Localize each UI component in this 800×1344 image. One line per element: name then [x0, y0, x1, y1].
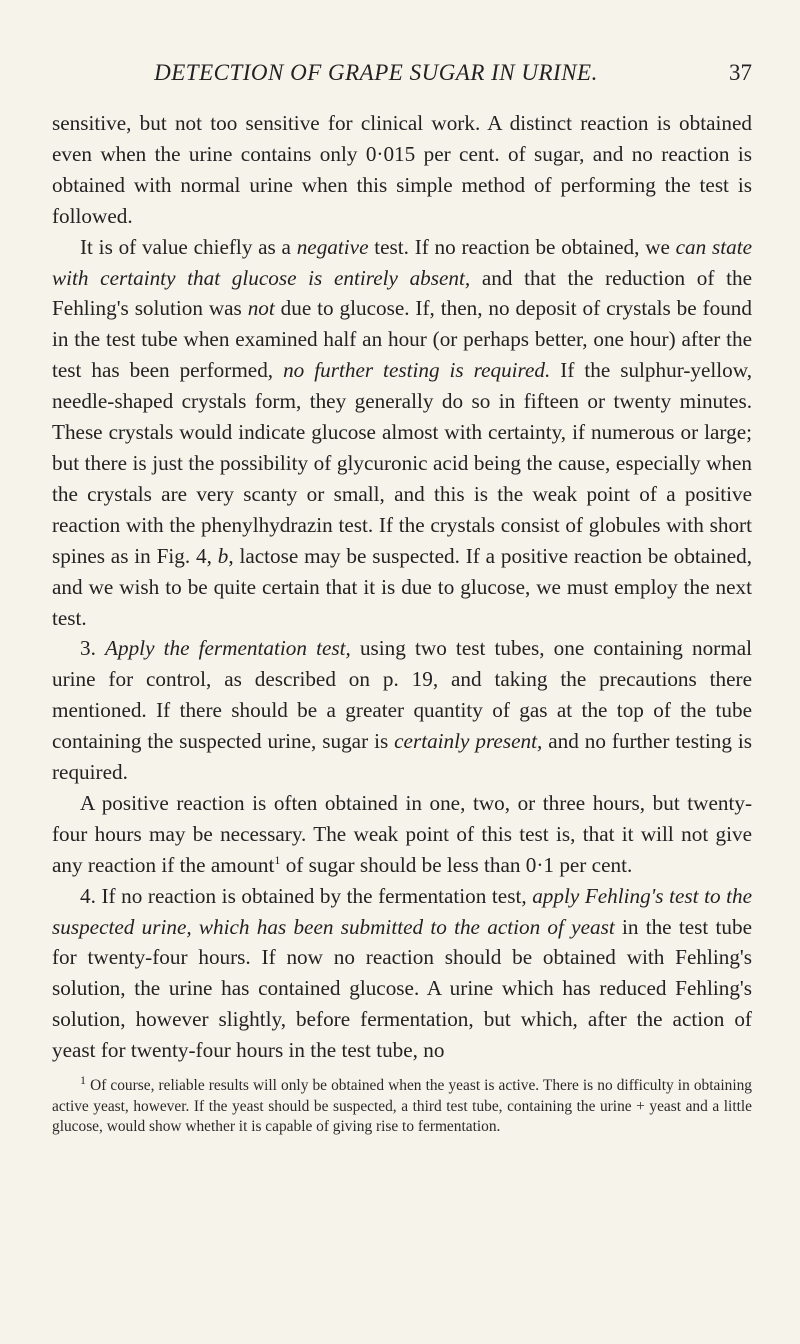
- text-run: A positive reaction is often obtained in one, two, or three hours, but twenty-four hours may be necessary. The weak point of this test is, that it will not give any reaction if the amount: [52, 790, 752, 877]
- text-run: sensitive, but not too sensitive for clinical work. A distinct reaction is obtained even when the urine contains only 0·015 per cent. of sugar, and no reaction is obtained with normal urine when this simple method of performing the test is followed.: [52, 111, 752, 228]
- text-run: and no further testing is required.: [52, 729, 752, 785]
- text-run: If the sulphur-yellow, needle-shaped crystals form, they generally do so in fifteen or twenty minutes. These crystals would indicate glucose almost with certainty, if numerous or large; but there is just the possibility of glycuronic acid being the cause, especially when the crystals are very scanty or small, and this is the weak point of a positive reaction with the phenylhydrazin test. If the crystals consist of globules with short spines as in Fig. 4,: [52, 358, 752, 568]
- footnote-text: Of course, reliable results will only be obtained when the yeast is active. There is no difficulty in obtaining active yeast, however. If the yeast should be suspected, a third test tube, containing the urine + yeast and a little glucose, would show whether it is capable of giving rise to fermentation.: [52, 1077, 752, 1136]
- page-number: 37: [729, 60, 752, 85]
- text-run: 3.: [80, 636, 106, 661]
- italic-text: b: [217, 543, 229, 568]
- page-header: [52, 60, 752, 94]
- text-run: using two test tubes, one containing normal urine for control, as described on p. 19, and taking the precautions there mentioned. If there should be a greater quantity of gas at the top of the tube containing the suspected urine, sugar is: [52, 636, 753, 754]
- italic-text: not: [247, 296, 275, 321]
- italic-text: can state with certainty that glucose is entirely absent,: [52, 234, 753, 290]
- text-run: It is of value chiefly as a: [80, 234, 297, 259]
- paragraph: [52, 108, 752, 232]
- text-run: of sugar should be less than 0·1 per cent.: [280, 852, 633, 877]
- running-title: DETECTION OF GRAPE SUGAR IN URINE.: [154, 60, 598, 85]
- footnote-marker: 1: [80, 1072, 86, 1087]
- paragraph: [52, 881, 752, 1066]
- text-run: and that the reduction of the Fehling's solution was: [52, 265, 753, 321]
- text-run: test. If no reaction be obtained, we: [368, 234, 676, 259]
- italic-text: negative: [296, 234, 369, 259]
- italic-text: apply Fehling's test to the suspected urine, which has been submitted to the action of yeast: [52, 883, 752, 939]
- paragraph: [52, 232, 752, 634]
- footnote: [52, 1072, 752, 1138]
- footnote-reference: 1: [274, 852, 281, 867]
- italic-text: no further testing is required.: [283, 358, 551, 383]
- text-run: , lactose may be suspected. If a positive reaction be obtained, and we wish to be quite certain that it is due to glucose, we must employ the next test.: [52, 543, 752, 630]
- body-text: [52, 108, 752, 1066]
- text-run: due to glucose. If, then, no deposit of crystals be found in the test tube when examined half an hour (or perhaps better, one hour) after the test has been performed,: [52, 296, 752, 383]
- text-run: in the test tube for twenty-four hours. If now no reaction should be obtained with Fehling's solution, the urine has contained glucose. A urine which has reduced Fehling's solution, however slightly, before fermentation, but which, after the action of yeast for twenty-four hours in the test tube, no: [52, 914, 752, 1063]
- italic-text: Apply the fermentation test,: [105, 636, 351, 661]
- paragraph: [52, 788, 752, 881]
- book-page: [52, 60, 752, 1138]
- paragraph: [52, 633, 752, 788]
- text-run: 4. If no reaction is obtained by the fermentation test,: [80, 883, 533, 908]
- italic-text: certainly present,: [394, 729, 543, 754]
